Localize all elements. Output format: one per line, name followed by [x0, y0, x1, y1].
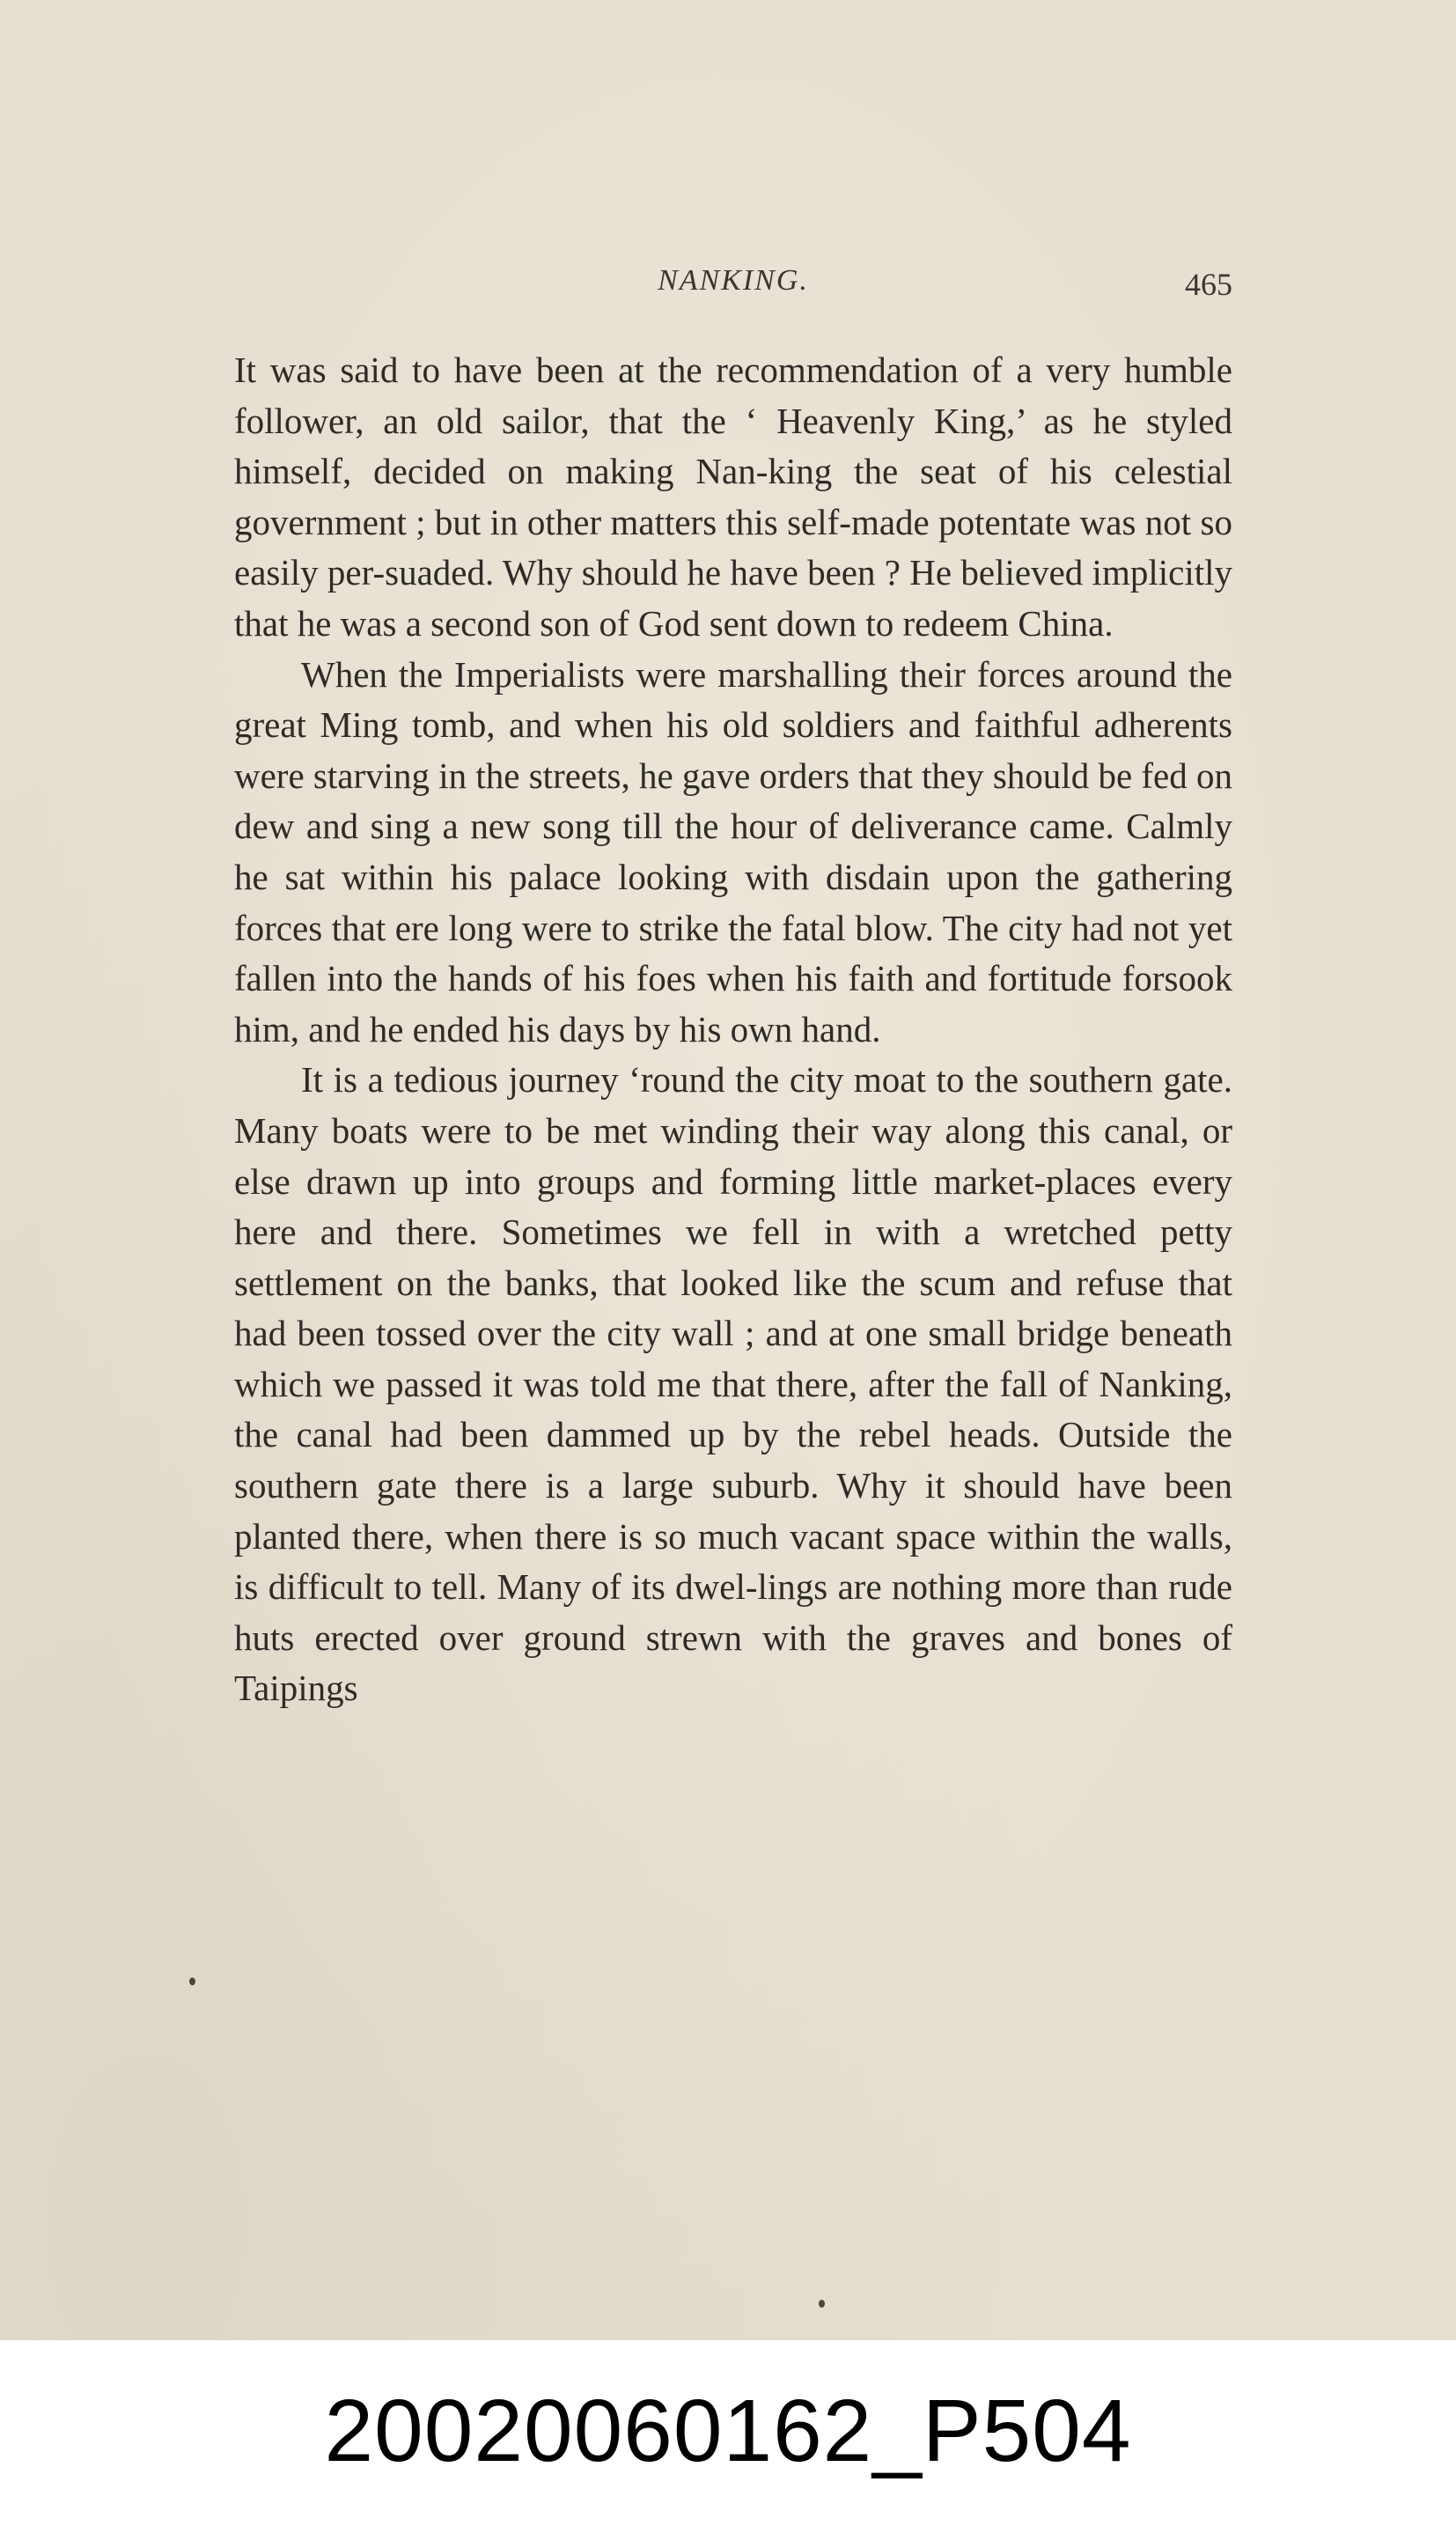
running-head: NANKING. [658, 264, 809, 297]
body-text [234, 345, 1232, 1714]
paragraph-1: It was said to have been at the recommendation of a very humble follower, an old sailor, that the ‘ Heavenly King,’ as he styled himself, decided on making Nan-king the seat of his celestial government ; but in other matters this self-made potentate was not so easily per-suaded. Why should he have been ? He believed implicitly that he was a second son of God sent down to redeem China. [234, 350, 1232, 644]
paragraph-2: When the Imperialists were marshalling their forces around the great Ming tomb, and when his old soldiers and faithful adherents were starving in the streets, he gave orders that they should be fed on dew and sing a new song till the hour of deliverance came. Calmly he sat within his palace looking with disdain upon the gathering forces that ere long were to strike the fatal blow. The city had not yet fallen into the hands of his foes when his faith and fortitude forsook him, and he ended his days by his own hand. [234, 653, 1232, 1049]
page-number: 465 [1185, 267, 1232, 302]
paragraph-3: It is a tedious journey ‘round the city moat to the southern gate. Many boats were to be met winding their way along this canal, or else drawn up into groups and forming little market-places every here and there. Sometimes we fell in with a wretched petty settlement on the banks, that looked like the scum and refuse that had been tossed over the city wall ; and at one small bridge beneath which we passed it was told me that there, after the fall of Nanking, the canal had been dammed up by the rebel heads. Outside the southern gate there is a large suburb. Why it should have been planted there, when there is so much vacant space within the walls, is difficult to tell. Many of its dwel-lings are nothing more than rude huts erected over ground strewn with the graves and bones of Taipings [234, 1059, 1232, 1709]
page-header [234, 264, 1232, 317]
ink-speck [819, 2300, 825, 2308]
catalog-id: 20020060162_P504 [324, 2382, 1132, 2480]
ink-speck [189, 1977, 195, 1985]
